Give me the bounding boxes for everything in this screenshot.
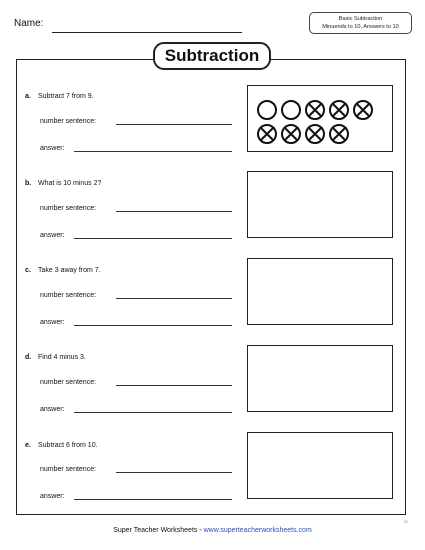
problem-text: What is 10 minus 2? — [38, 180, 102, 187]
answer-line[interactable] — [74, 325, 232, 326]
number-sentence-label: number sentence: — [40, 379, 97, 386]
problem-a — [25, 93, 94, 100]
problem-letter: e. — [25, 442, 31, 449]
problem-b — [25, 180, 101, 187]
problem-c — [25, 267, 101, 274]
problem-letter: a. — [25, 93, 31, 100]
number-sentence-line[interactable] — [116, 124, 232, 125]
circle-icon — [282, 101, 300, 119]
number-sentence-label: number sentence: — [40, 466, 97, 473]
problem-letter: c. — [25, 267, 31, 274]
page-title: Subtraction — [153, 42, 271, 70]
info-topic: Basic Subtraction — [338, 16, 383, 22]
answer-label: answer: — [40, 493, 65, 500]
circle-icon — [258, 101, 276, 119]
page-number: ID — [404, 519, 408, 524]
problem-d — [25, 354, 86, 361]
drawing-box-d[interactable] — [247, 345, 393, 412]
answer-line[interactable] — [74, 412, 232, 413]
problem-text: Take 3 away from 7. — [38, 267, 101, 274]
footer — [0, 527, 425, 534]
answer-line[interactable] — [74, 499, 232, 500]
footer-brand: Super Teacher Worksheets - — [113, 527, 204, 534]
answer-label: answer: — [40, 145, 65, 152]
drawing-box-b[interactable] — [247, 171, 393, 238]
problem-e — [25, 442, 98, 449]
problem-letter: b. — [25, 180, 32, 187]
number-sentence-line[interactable] — [116, 472, 232, 473]
problem-text: Subtract 7 from 9. — [38, 93, 94, 100]
answer-line[interactable] — [74, 238, 232, 239]
number-sentence-line[interactable] — [116, 385, 232, 386]
name-label: Name: — [14, 18, 44, 29]
answer-label: answer: — [40, 319, 65, 326]
info-range: Minuends to 10, Answers to 10 — [322, 24, 399, 30]
number-sentence-label: number sentence: — [40, 118, 97, 125]
name-field[interactable] — [52, 32, 242, 33]
number-sentence-label: number sentence: — [40, 205, 97, 212]
problem-text: Find 4 minus 3. — [38, 354, 86, 361]
answer-label: answer: — [40, 406, 65, 413]
problem-text: Subtract 6 from 10. — [38, 442, 98, 449]
footer-link[interactable]: www.superteacherworksheets.com — [203, 527, 312, 534]
drawing-box-c[interactable] — [247, 258, 393, 325]
worksheet-info-box — [309, 12, 412, 34]
number-sentence-label: number sentence: — [40, 292, 97, 299]
number-sentence-line[interactable] — [116, 211, 232, 212]
answer-label: answer: — [40, 232, 65, 239]
number-sentence-line[interactable] — [116, 298, 232, 299]
answer-line[interactable] — [74, 151, 232, 152]
problem-letter: d. — [25, 354, 32, 361]
drawing-box-e[interactable] — [247, 432, 393, 499]
circle-drawing — [247, 85, 393, 152]
